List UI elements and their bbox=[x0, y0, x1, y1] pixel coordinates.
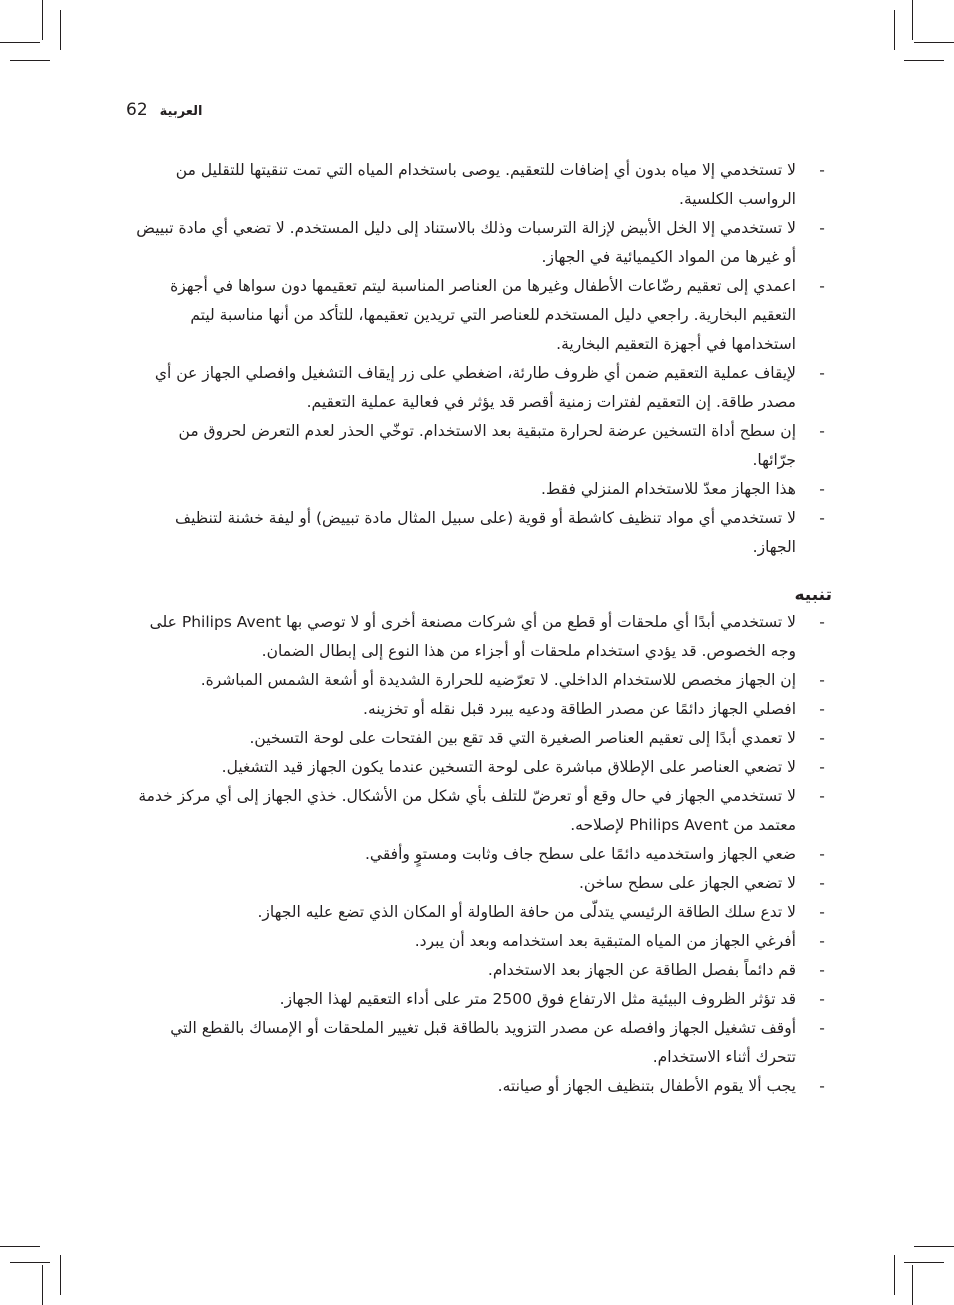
crop-mark bbox=[904, 1262, 944, 1263]
list-item-text: قم دائماً بفصل الطاقة عن الجهاز بعد الاستخدام. bbox=[487, 961, 796, 979]
list-item bbox=[132, 927, 832, 956]
list-item-text: لا تستخدمي إلا الخل الأبيض لإزالة الترسبات وذلك بالاستناد إلى دليل المستخدم. لا تضعي أي مادة تبييض أو غيرها من المواد الكيميائية في الجهاز. bbox=[136, 219, 796, 266]
bullet-dash: - bbox=[819, 932, 825, 950]
list-item-text: يجب ألا يقوم الأطفال بتنظيف الجهاز أو صيانته. bbox=[497, 1077, 796, 1095]
list-item-text: لا تستخدمي أي مواد تنظيف كاشطة أو قوية (على سبيل المثال مادة تبييض) أو ليفة خشنة لتنظيف الجهاز. bbox=[175, 509, 796, 556]
list-item bbox=[132, 840, 832, 869]
crop-mark bbox=[914, 42, 954, 43]
list-item bbox=[132, 985, 832, 1014]
list-item-text: لإيقاف عملية التعقيم ضمن أي ظروف طارئة، اضغطي على زر إيقاف التشغيل وافصلي الجهاز عن أي مصدر طاقة. إن التعقيم لفترات زمنية أقصر قد يؤثر في فعالية عملية التعقيم. bbox=[154, 364, 796, 411]
list-item bbox=[132, 608, 832, 666]
list-item-text: افصلي الجهاز دائمًا عن مصدر الطاقة ودعيه يبرد قبل نقله أو تخزينه. bbox=[363, 700, 796, 718]
bullet-dash: - bbox=[819, 613, 825, 631]
bullet-dash: - bbox=[819, 277, 825, 295]
list-item bbox=[132, 214, 832, 272]
list-item bbox=[132, 156, 832, 214]
crop-mark bbox=[60, 1255, 61, 1295]
warning-list bbox=[132, 156, 832, 562]
crop-mark bbox=[912, 1265, 913, 1305]
list-item bbox=[132, 504, 832, 562]
list-item bbox=[132, 724, 832, 753]
bullet-dash: - bbox=[819, 990, 825, 1008]
crop-mark bbox=[912, 0, 913, 40]
bullet-dash: - bbox=[819, 700, 825, 718]
bullet-dash: - bbox=[819, 509, 825, 527]
list-item-text: لا تضعي الجهاز على سطح ساخن. bbox=[578, 874, 796, 892]
bullet-dash: - bbox=[819, 961, 825, 979]
crop-mark bbox=[904, 60, 944, 61]
list-item bbox=[132, 956, 832, 985]
list-item-text: لا تعمدي أبدًا إلى تعقيم العناصر الصغيرة التي قد تقع بين الفتحات على لوحة التسخين. bbox=[249, 729, 796, 747]
list-item bbox=[132, 753, 832, 782]
bullet-dash: - bbox=[819, 787, 825, 805]
list-item bbox=[132, 1072, 832, 1101]
bullet-dash: - bbox=[819, 1077, 825, 1095]
crop-mark bbox=[914, 1246, 954, 1247]
bullet-dash: - bbox=[819, 758, 825, 776]
list-item bbox=[132, 1014, 832, 1072]
list-item bbox=[132, 898, 832, 927]
bullet-dash: - bbox=[819, 1019, 825, 1037]
header-language: العربية bbox=[159, 104, 203, 119]
bullet-dash: - bbox=[819, 845, 825, 863]
list-item-text: قد تؤثر الظروف البيئية مثل الارتفاع فوق 2500 متر على أداء التعقيم لهذا الجهاز. bbox=[279, 990, 796, 1008]
list-item-text: أفرغي الجهاز من المياه المتبقية بعد استخدامه وبعد أن يبرد. bbox=[414, 932, 796, 950]
list-item bbox=[132, 359, 832, 417]
page-header bbox=[126, 100, 202, 120]
list-item-text: أوقف تشغيل الجهاز وافصله عن مصدر التزويد بالطاقة قبل تغيير الملحقات أو الإمساك بالقطع التي تتحرك أثناء الاستخدام. bbox=[170, 1019, 796, 1066]
list-item bbox=[132, 417, 832, 475]
crop-mark bbox=[10, 60, 50, 61]
list-item-text: لا تستخدمي الجهاز في حال وقع أو تعرضّ للتلف بأي شكل من الأشكال. خذي الجهاز إلى أي مركز خدمة معتمد من Philips Avent لإصلاحه. bbox=[138, 787, 796, 834]
list-item-text: إن الجهاز مخصص للاستخدام الداخلي. لا تعرّضيه للحرارة الشديدة أو أشعة الشمس المباشرة. bbox=[200, 671, 796, 689]
list-item bbox=[132, 782, 832, 840]
list-item bbox=[132, 666, 832, 695]
list-item bbox=[132, 869, 832, 898]
list-item-text: لا تستخدمي إلا مياه بدون أي إضافات للتعقيم. يوصى باستخدام المياه التي تمت تنقيتها للتقليل من الرواسب الكلسية. bbox=[175, 161, 796, 208]
list-item bbox=[132, 272, 832, 359]
bullet-dash: - bbox=[819, 422, 825, 440]
bullet-dash: - bbox=[819, 729, 825, 747]
caution-heading: تنبيه bbox=[794, 585, 832, 605]
crop-mark bbox=[0, 1246, 40, 1247]
crop-mark bbox=[894, 10, 895, 50]
list-item-text: لا تستخدمي أبدًا أي ملحقات أو قطع من أي شركات مصنعة أخرى أو لا توصي بها Philips Avent على وجه الخصوص. قد يؤدي استخدام ملحقات أو أجزاء من هذا النوع إلى إبطال الضمان. bbox=[149, 613, 796, 660]
list-item-text: إن سطح أداة التسخين عرضة لحرارة متبقية بعد الاستخدام. توخّي الحذر لعدم التعرض لحروق من جرّائها. bbox=[178, 422, 796, 469]
crop-mark bbox=[42, 0, 43, 40]
bullet-dash: - bbox=[819, 671, 825, 689]
list-item-text: اعمدي إلى تعقيم رضّاعات الأطفال وغيرها من العناصر المناسبة ليتم تعقيمها دون سواها في أجهزة التعقيم البخارية. راجعي دليل المستخدم للعناصر التي تريدين تعقيمها، للتأكد من أنها مناسبة ليتم استخدامها في أجهزة التعقيم البخارية. bbox=[170, 277, 796, 353]
crop-mark bbox=[0, 42, 40, 43]
list-item bbox=[132, 475, 832, 504]
crop-mark bbox=[894, 1255, 895, 1295]
caution-list bbox=[132, 608, 832, 1101]
list-item-text: هذا الجهاز معدّ للاستخدام المنزلي فقط. bbox=[541, 480, 796, 498]
document-body bbox=[132, 156, 832, 1101]
list-item-text: لا تدع سلك الطاقة الرئيسي يتدلّى من حافة الطاولة أو المكان الذي تضع عليه الجهاز. bbox=[257, 903, 796, 921]
crop-mark bbox=[60, 10, 61, 50]
list-item-text: لا تضعي العناصر على الإطلاق مباشرة على لوحة التسخين عندما يكون الجهاز قيد التشغيل. bbox=[221, 758, 796, 776]
list-item bbox=[132, 695, 832, 724]
crop-mark bbox=[42, 1265, 43, 1305]
bullet-dash: - bbox=[819, 161, 825, 179]
bullet-dash: - bbox=[819, 903, 825, 921]
crop-mark bbox=[10, 1262, 50, 1263]
page-number: 62 bbox=[126, 100, 148, 120]
bullet-dash: - bbox=[819, 364, 825, 382]
bullet-dash: - bbox=[819, 480, 825, 498]
list-item-text: ضعي الجهاز واستخدميه دائمًا على سطح جاف وثابت ومستوٍ وأفقي. bbox=[364, 845, 796, 863]
bullet-dash: - bbox=[819, 219, 825, 237]
bullet-dash: - bbox=[819, 874, 825, 892]
